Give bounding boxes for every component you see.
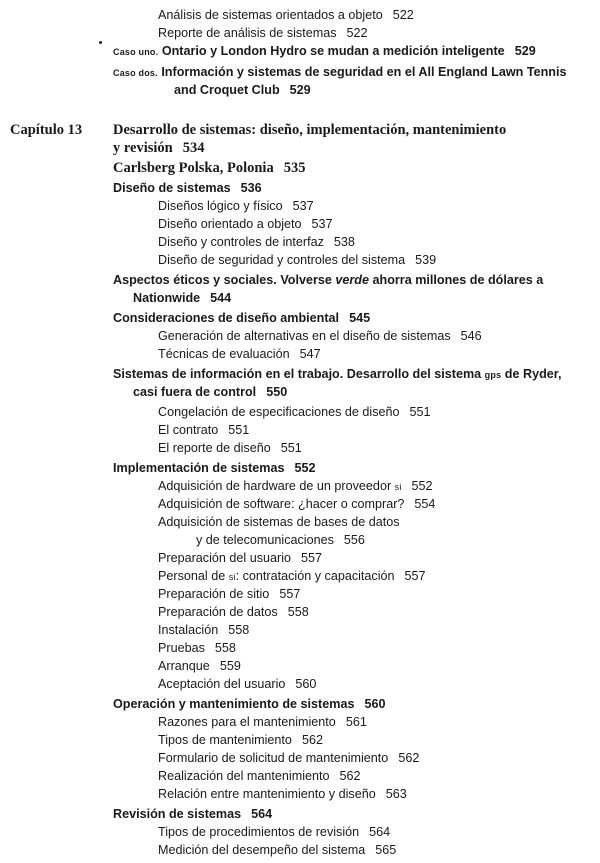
toc-entry-continuation[interactable] — [196, 532, 365, 548]
entry-text: : contratación y capacitación — [235, 569, 395, 583]
case-text: Ontario y London Hydro se mudan a medición inteligente — [161, 44, 505, 58]
feature-text: Nationwide — [133, 291, 201, 305]
toc-entry[interactable] — [158, 622, 249, 638]
page-number: 529 — [514, 44, 536, 58]
heading-text: Consideraciones de diseño ambiental — [113, 311, 340, 325]
page-number: 538 — [333, 235, 355, 249]
feature-text: casi fuera de control — [133, 385, 257, 399]
toc-entry[interactable] — [158, 786, 407, 802]
page-number: 545 — [349, 311, 371, 325]
entry-text: Medición del desempeño del sistema — [158, 843, 366, 857]
toc-entry[interactable] — [158, 750, 419, 766]
toc-entry[interactable] — [158, 478, 433, 495]
toc-entry[interactable] — [158, 496, 435, 512]
entry-text: Adquisición de hardware de un proveedor — [158, 479, 392, 493]
entry-text: Técnicas de evaluación — [158, 347, 290, 361]
entry-text: Razones para el mantenimiento — [158, 715, 336, 729]
chapter-opening-case[interactable] — [113, 159, 305, 177]
opening-case-text: Carlsberg Polska, Polonia — [113, 160, 274, 176]
entry-text: Preparación del usuario — [158, 551, 292, 565]
chapter-title-text: Desarrollo de sistemas: diseño, implementación, mantenimiento — [113, 122, 507, 138]
entry-text: y de telecomunicaciones — [196, 533, 334, 547]
entry-text: Instalación — [158, 623, 219, 637]
page-number: 552 — [294, 461, 316, 475]
toc-entry[interactable] — [158, 586, 300, 602]
page-number: 562 — [398, 751, 420, 765]
entry-text: Formulario de solicitud de mantenimiento — [158, 751, 389, 765]
case-entry[interactable] — [113, 64, 567, 81]
entry-text: Diseños lógico y físico — [158, 199, 283, 213]
chapter-title-text: y revisión — [113, 140, 173, 156]
page-number: 554 — [414, 497, 436, 511]
entry-text: El contrato — [158, 423, 219, 437]
case-entry[interactable] — [113, 43, 536, 60]
page-number: 558 — [287, 605, 309, 619]
toc-entry[interactable] — [158, 658, 241, 674]
toc-entry[interactable] — [158, 252, 436, 268]
entry-text: Análisis de sistemas orientados a objeto — [158, 8, 383, 22]
entry-text: Congelación de especificaciones de diseño — [158, 405, 400, 419]
toc-entry[interactable] — [158, 440, 302, 456]
toc-entry[interactable] — [158, 346, 321, 362]
entry-text: Relación entre mantenimiento y diseño — [158, 787, 376, 801]
chapter-label: Capítulo 13 — [10, 122, 83, 138]
page-number: 534 — [182, 140, 205, 156]
page-number: 551 — [409, 405, 431, 419]
heading-text: Diseño de sistemas — [113, 181, 231, 195]
case-entry-continuation[interactable] — [174, 82, 311, 98]
entry-text: Preparación de datos — [158, 605, 278, 619]
entry-text: Arranque — [158, 659, 210, 673]
page-number: 535 — [283, 160, 306, 176]
entry-text: Generación de alternativas en el diseño de sistemas — [158, 329, 451, 343]
page-number: 522 — [346, 26, 368, 40]
page-number: 564 — [369, 825, 391, 839]
entry-text: El reporte de diseño — [158, 441, 271, 455]
entry-text: Reporte de análisis de sistemas — [158, 26, 337, 40]
acronym: gps — [484, 370, 502, 380]
entry-text: Diseño y controles de interfaz — [158, 235, 324, 249]
feature-entry-continuation[interactable] — [133, 290, 231, 306]
toc-entry[interactable] — [158, 404, 431, 420]
stray-mark — [99, 41, 102, 44]
page-number: 563 — [385, 787, 407, 801]
toc-entry[interactable] — [158, 568, 426, 585]
toc-entry[interactable] — [158, 198, 314, 214]
entry-text: Adquisición de sistemas de bases de datos — [158, 515, 400, 529]
feature-text: Desarrollo del sistema — [346, 367, 482, 381]
page-number: 544 — [210, 291, 232, 305]
toc-entry[interactable] — [158, 714, 367, 730]
page-number: 557 — [279, 587, 301, 601]
entry-text: Personal de — [158, 569, 226, 583]
page-number: 547 — [299, 347, 321, 361]
entry-text: Pruebas — [158, 641, 205, 655]
page-number: 558 — [228, 623, 250, 637]
page-number: 560 — [364, 697, 386, 711]
case-text: and Croquet Club — [174, 83, 280, 97]
feature-text: de Ryder, — [504, 367, 562, 381]
page-number: 562 — [301, 733, 323, 747]
page-number: 565 — [375, 843, 397, 857]
page-number: 552 — [411, 479, 433, 493]
toc-entry[interactable] — [158, 676, 316, 692]
page-number: 546 — [460, 329, 482, 343]
page-number: 556 — [343, 533, 365, 547]
toc-heading[interactable] — [113, 310, 370, 326]
toc-entry[interactable] — [158, 604, 309, 620]
chapter-title[interactable] — [113, 121, 506, 139]
page-number: 560 — [295, 677, 317, 691]
page-number: 529 — [289, 83, 311, 97]
page-number: 537 — [292, 199, 314, 213]
feature-label: Sistemas de información en el trabajo. — [113, 367, 344, 381]
entry-text: Diseño de seguridad y controles del sistema — [158, 253, 406, 267]
toc-entry[interactable] — [158, 7, 414, 23]
heading-text: Implementación de sistemas — [113, 461, 285, 475]
feature-entry-continuation[interactable] — [133, 384, 287, 400]
entry-text: Adquisición de software: ¿hacer o comprar? — [158, 497, 405, 511]
page-number: 558 — [214, 641, 236, 655]
toc-entry[interactable] — [158, 550, 322, 566]
page-number: 539 — [415, 253, 437, 267]
entry-text: Tipos de mantenimiento — [158, 733, 292, 747]
case-text: Información y sistemas de seguridad en el All England Lawn Tennis — [161, 65, 567, 79]
feature-entry[interactable] — [113, 272, 543, 288]
toc-entry[interactable] — [158, 768, 361, 784]
feature-entry[interactable] — [113, 366, 561, 383]
toc-heading[interactable] — [113, 180, 262, 196]
page-number: 561 — [345, 715, 367, 729]
case-label: Caso dos. — [113, 68, 158, 78]
page-number: 564 — [251, 807, 273, 821]
toc-entry[interactable] — [158, 328, 482, 344]
toc-heading[interactable] — [113, 696, 385, 712]
toc-entry[interactable] — [158, 842, 396, 858]
page-number: 562 — [339, 769, 361, 783]
heading-text: Revisión de sistemas — [113, 807, 242, 821]
case-label: Caso uno. — [113, 47, 159, 57]
toc-heading[interactable] — [113, 460, 316, 476]
toc-entry[interactable] — [158, 640, 236, 656]
toc-entry[interactable] — [158, 216, 333, 232]
feature-text: Volverse — [280, 273, 332, 287]
toc-entry[interactable] — [158, 422, 249, 438]
feature-label: Aspectos éticos y sociales. — [113, 273, 277, 287]
page-number: 559 — [219, 659, 241, 673]
page-number: 551 — [280, 441, 302, 455]
entry-text: Preparación de sitio — [158, 587, 270, 601]
page-number: 536 — [240, 181, 262, 195]
entry-text: Diseño orientado a objeto — [158, 217, 302, 231]
acronym: si — [394, 482, 402, 492]
toc-entry[interactable] — [158, 25, 368, 41]
toc-entry[interactable] — [158, 732, 323, 748]
acronym: si — [228, 572, 236, 582]
page-number: 537 — [311, 217, 333, 231]
feature-italic: verde — [335, 273, 369, 287]
entry-text: Tipos de procedimientos de revisión — [158, 825, 360, 839]
toc-entry[interactable] — [158, 234, 355, 250]
chapter-title-continuation[interactable] — [113, 139, 205, 157]
toc-entry[interactable] — [158, 824, 390, 840]
toc-heading[interactable] — [113, 806, 272, 822]
entry-text: Aceptación del usuario — [158, 677, 286, 691]
entry-text: Realización del mantenimiento — [158, 769, 330, 783]
page-number: 557 — [404, 569, 426, 583]
page-number: 522 — [392, 8, 414, 22]
page-number: 550 — [266, 385, 288, 399]
feature-text: ahorra millones de dólares a — [372, 273, 544, 287]
page-number: 551 — [228, 423, 250, 437]
heading-text: Operación y mantenimiento de sistemas — [113, 697, 355, 711]
toc-entry[interactable] — [158, 514, 400, 530]
page-number: 557 — [301, 551, 323, 565]
